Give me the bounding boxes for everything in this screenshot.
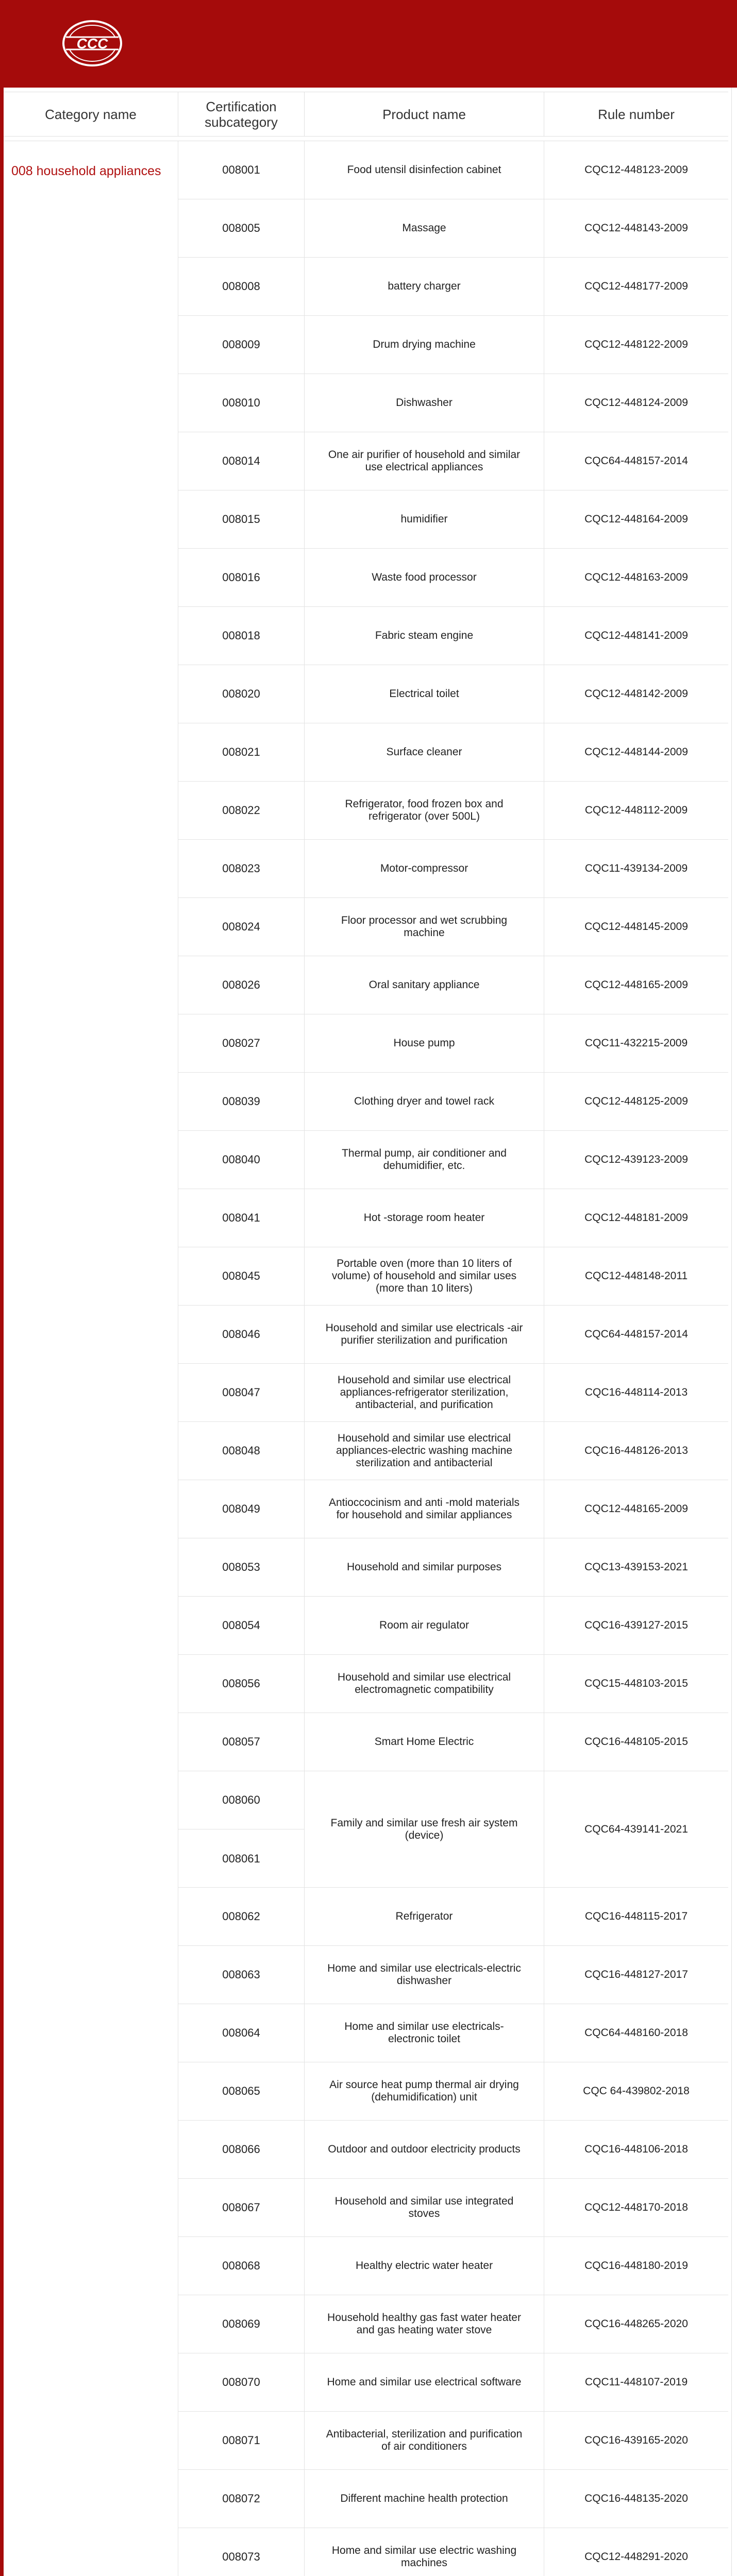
- product-name: Antioccocinism and anti -mold materials for household and similar appliances: [304, 1480, 544, 1538]
- table-row: [178, 2179, 728, 2237]
- subcategory-code: 008005: [178, 199, 304, 257]
- product-name: Home and similar use electrical software: [304, 2353, 544, 2411]
- rule-number: CQC12-448170-2018: [544, 2179, 728, 2236]
- product-name: Different machine health protection: [304, 2470, 544, 2528]
- rule-number: CQC12-448124-2009: [544, 374, 728, 432]
- subcategory-code: 008001: [178, 141, 304, 199]
- product-name: Household and similar purposes: [304, 1538, 544, 1596]
- subcategory-code: 008048: [178, 1422, 304, 1480]
- rule-number: CQC16-439127-2015: [544, 1597, 728, 1654]
- subcategory-code: 008068: [178, 2237, 304, 2295]
- table-row: [178, 1655, 728, 1713]
- table-row: [178, 1946, 728, 2004]
- product-name: Household healthy gas fast water heater and gas heating water stove: [304, 2295, 544, 2353]
- subcategory-code: 008047: [178, 1364, 304, 1421]
- rule-number: CQC16-448126-2013: [544, 1422, 728, 1480]
- product-name: Outdoor and outdoor electricity products: [304, 2121, 544, 2178]
- rule-number: CQC12-448181-2009: [544, 1189, 728, 1247]
- table-row: [178, 840, 728, 898]
- subcategory-code: 008016: [178, 549, 304, 606]
- subcategory-code: 008045: [178, 1247, 304, 1305]
- product-name: Massage: [304, 199, 544, 257]
- subcategory-code: 008073: [178, 2528, 304, 2576]
- subcategory-code: 008015: [178, 490, 304, 548]
- subcategory-code: 008071: [178, 2412, 304, 2469]
- table-row: [178, 258, 728, 316]
- rule-number: CQC12-448177-2009: [544, 258, 728, 315]
- table-row: [178, 1306, 728, 1364]
- product-name: Refrigerator: [304, 1888, 544, 1945]
- rule-number: CQC16-448115-2017: [544, 1888, 728, 1945]
- product-name: Room air regulator: [304, 1597, 544, 1654]
- subcategory-code: 008069: [178, 2295, 304, 2353]
- product-name: Healthy electric water heater: [304, 2237, 544, 2295]
- subcategory-code: 008049: [178, 1480, 304, 1538]
- header-rule: Rule number: [544, 92, 728, 136]
- ccc-logo-icon[interactable]: [62, 20, 123, 67]
- subcategory-code: 008065: [178, 2062, 304, 2120]
- table-row: [178, 1422, 728, 1480]
- rule-number: CQC16-448114-2013: [544, 1364, 728, 1421]
- table-row: [178, 723, 728, 782]
- table-row: [178, 1597, 728, 1655]
- table-row: [178, 432, 728, 490]
- table-row: [178, 2121, 728, 2179]
- table-row: [178, 2295, 728, 2353]
- table-row: [178, 2353, 728, 2412]
- table-row: [178, 1480, 728, 1538]
- product-name: Electrical toilet: [304, 665, 544, 723]
- table-row: [178, 2237, 728, 2295]
- product-name: One air purifier of household and similar use electrical appliances: [304, 432, 544, 490]
- subcategory-code: 008072: [178, 2470, 304, 2528]
- rule-number: CQC16-448135-2020: [544, 2470, 728, 2528]
- product-name: Household and similar use electrical appliances-refrigerator sterilization, antibacterial, and purification: [304, 1364, 544, 1421]
- table-row: [178, 1247, 728, 1306]
- subcategory-cell: [178, 1771, 304, 1887]
- table-row: [178, 1713, 728, 1771]
- logo-text: CCC: [76, 36, 108, 52]
- product-name: Smart Home Electric: [304, 1713, 544, 1771]
- subcategory-code: 008060: [178, 1771, 304, 1829]
- subcategory-code: 008054: [178, 1597, 304, 1654]
- product-name: Air source heat pump thermal air drying (dehumidification) unit: [304, 2062, 544, 2120]
- table-row: [178, 1538, 728, 1597]
- table-row: [178, 2412, 728, 2470]
- table-row: [178, 549, 728, 607]
- rule-number: CQC64-448160-2018: [544, 2004, 728, 2062]
- rule-number: CQC16-448265-2020: [544, 2295, 728, 2353]
- subcategory-code: 008024: [178, 898, 304, 956]
- table-row: [178, 607, 728, 665]
- rule-number: CQC13-439153-2021: [544, 1538, 728, 1596]
- header-product: Product name: [304, 92, 544, 136]
- subcategory-code: 008066: [178, 2121, 304, 2178]
- product-name: Floor processor and wet scrubbing machine: [304, 898, 544, 956]
- product-name: Family and similar use fresh air system (device): [304, 1771, 544, 1887]
- subcategory-code: 008027: [178, 1014, 304, 1072]
- table-row: [178, 2004, 728, 2062]
- table-row: [178, 1073, 728, 1131]
- table-row: [178, 1189, 728, 1247]
- product-name: Home and similar use electricals-electronic toilet: [304, 2004, 544, 2062]
- product-name: Refrigerator, food frozen box and refrigerator (over 500L): [304, 782, 544, 839]
- rule-number: CQC64-448157-2014: [544, 1306, 728, 1363]
- product-name: Food utensil disinfection cabinet: [304, 141, 544, 199]
- subcategory-code: 008021: [178, 723, 304, 781]
- rule-number: CQC11-439134-2009: [544, 840, 728, 897]
- rule-number: CQC15-448103-2015: [544, 1655, 728, 1713]
- rule-number: CQC12-448148-2011: [544, 1247, 728, 1305]
- product-name: Oral sanitary appliance: [304, 956, 544, 1014]
- rule-number: CQC16-448105-2015: [544, 1713, 728, 1771]
- rule-number: CQC12-448163-2009: [544, 549, 728, 606]
- subcategory-code: 008064: [178, 2004, 304, 2062]
- product-name: Household and similar use electrical electromagnetic compatibility: [304, 1655, 544, 1713]
- header-category: Category name: [45, 106, 137, 122]
- rule-number: CQC12-448112-2009: [544, 782, 728, 839]
- subcategory-code: 008022: [178, 782, 304, 839]
- product-name: Dishwasher: [304, 374, 544, 432]
- rule-number: CQC12-448165-2009: [544, 1480, 728, 1538]
- product-name: Household and similar use electrical appliances-electric washing machine sterilization and antibacterial: [304, 1422, 544, 1480]
- subcategory-code: 008062: [178, 1888, 304, 1945]
- product-name: Hot -storage room heater: [304, 1189, 544, 1247]
- table-row: [178, 956, 728, 1014]
- product-name: Antibacterial, sterilization and purification of air conditioners: [304, 2412, 544, 2469]
- table-row: [178, 1888, 728, 1946]
- table-row: [178, 1014, 728, 1073]
- header-subcategory: Certification subcategory: [178, 92, 304, 136]
- subcategory-code: 008057: [178, 1713, 304, 1771]
- subcategory-code: 008063: [178, 1946, 304, 2004]
- rule-number: CQC64-448157-2014: [544, 432, 728, 490]
- table-row: [178, 898, 728, 956]
- table-row: [178, 374, 728, 432]
- product-name: Portable oven (more than 10 liters of volume) of household and similar uses (more than 10 liters): [304, 1247, 544, 1305]
- product-name: Fabric steam engine: [304, 607, 544, 665]
- product-name: Drum drying machine: [304, 316, 544, 374]
- table-row: [178, 665, 728, 723]
- rule-number: CQC12-448165-2009: [544, 956, 728, 1014]
- table-row: [178, 141, 728, 199]
- category-name[interactable]: 008 household appliances: [11, 164, 161, 178]
- subcategory-code: 008023: [178, 840, 304, 897]
- subcategory-code: 008046: [178, 1306, 304, 1363]
- table-row: [178, 782, 728, 840]
- rule-number: CQC12-448122-2009: [544, 316, 728, 374]
- product-name: Thermal pump, air conditioner and dehumidifier, etc.: [304, 1131, 544, 1189]
- page-header: [0, 0, 737, 88]
- product-name: Home and similar use electricals-electric dishwasher: [304, 1946, 544, 2004]
- table-row: [178, 316, 728, 374]
- table-row: [178, 1364, 728, 1422]
- rule-number: CQC64-439141-2021: [544, 1771, 728, 1887]
- rule-number: CQC12-439123-2009: [544, 1131, 728, 1189]
- rule-number: CQC 64-439802-2018: [544, 2062, 728, 2120]
- rule-number: CQC16-439165-2020: [544, 2412, 728, 2469]
- subcategory-code: 008040: [178, 1131, 304, 1189]
- rule-number: CQC16-448106-2018: [544, 2121, 728, 2178]
- subcategory-code: 008010: [178, 374, 304, 432]
- header-separator: [4, 135, 728, 141]
- rule-number: CQC16-448180-2019: [544, 2237, 728, 2295]
- subcategory-code: 008020: [178, 665, 304, 723]
- product-name: Motor-compressor: [304, 840, 544, 897]
- subcategory-code: 008018: [178, 607, 304, 665]
- subcategory-code: 008056: [178, 1655, 304, 1713]
- rule-number: CQC12-448291-2020: [544, 2528, 728, 2576]
- subcategory-code: 008026: [178, 956, 304, 1014]
- product-name: Clothing dryer and towel rack: [304, 1073, 544, 1130]
- rule-number: CQC12-448145-2009: [544, 898, 728, 956]
- rule-number: CQC16-448127-2017: [544, 1946, 728, 2004]
- product-name: Surface cleaner: [304, 723, 544, 781]
- subcategory-code: 008041: [178, 1189, 304, 1247]
- subcategory-code: 008039: [178, 1073, 304, 1130]
- table-row: [178, 199, 728, 258]
- table-row: [178, 2062, 728, 2121]
- subcategory-code: 008070: [178, 2353, 304, 2411]
- rule-number: CQC12-448164-2009: [544, 490, 728, 548]
- subcategory-code: 008008: [178, 258, 304, 315]
- product-name: Waste food processor: [304, 549, 544, 606]
- product-name: battery charger: [304, 258, 544, 315]
- rule-number: CQC12-448141-2009: [544, 607, 728, 665]
- table-row: [178, 490, 728, 549]
- rule-number: CQC12-448143-2009: [544, 199, 728, 257]
- rule-number: CQC12-448142-2009: [544, 665, 728, 723]
- table-row: [178, 1131, 728, 1189]
- subcategory-code: 008053: [178, 1538, 304, 1596]
- product-name: Household and similar use electricals -air purifier sterilization and purification: [304, 1306, 544, 1363]
- table-header: [4, 92, 728, 137]
- product-name: Home and similar use electric washing machines: [304, 2528, 544, 2576]
- table-row: [178, 2470, 728, 2528]
- rule-number: CQC11-432215-2009: [544, 1014, 728, 1072]
- product-name: Household and similar use integrated stoves: [304, 2179, 544, 2236]
- product-name: House pump: [304, 1014, 544, 1072]
- table-body: [178, 141, 728, 2576]
- table-row: [178, 2528, 728, 2576]
- subcategory-code: 008014: [178, 432, 304, 490]
- subcategory-code: 008009: [178, 316, 304, 374]
- rule-number: CQC12-448123-2009: [544, 141, 728, 199]
- rule-number: CQC12-448125-2009: [544, 1073, 728, 1130]
- subcategory-code: 008061: [222, 1852, 260, 1865]
- rule-number: CQC11-448107-2019: [544, 2353, 728, 2411]
- product-name: humidifier: [304, 490, 544, 548]
- rule-number: CQC12-448144-2009: [544, 723, 728, 781]
- subcategory-code: 008067: [178, 2179, 304, 2236]
- table-row: [178, 1771, 728, 1888]
